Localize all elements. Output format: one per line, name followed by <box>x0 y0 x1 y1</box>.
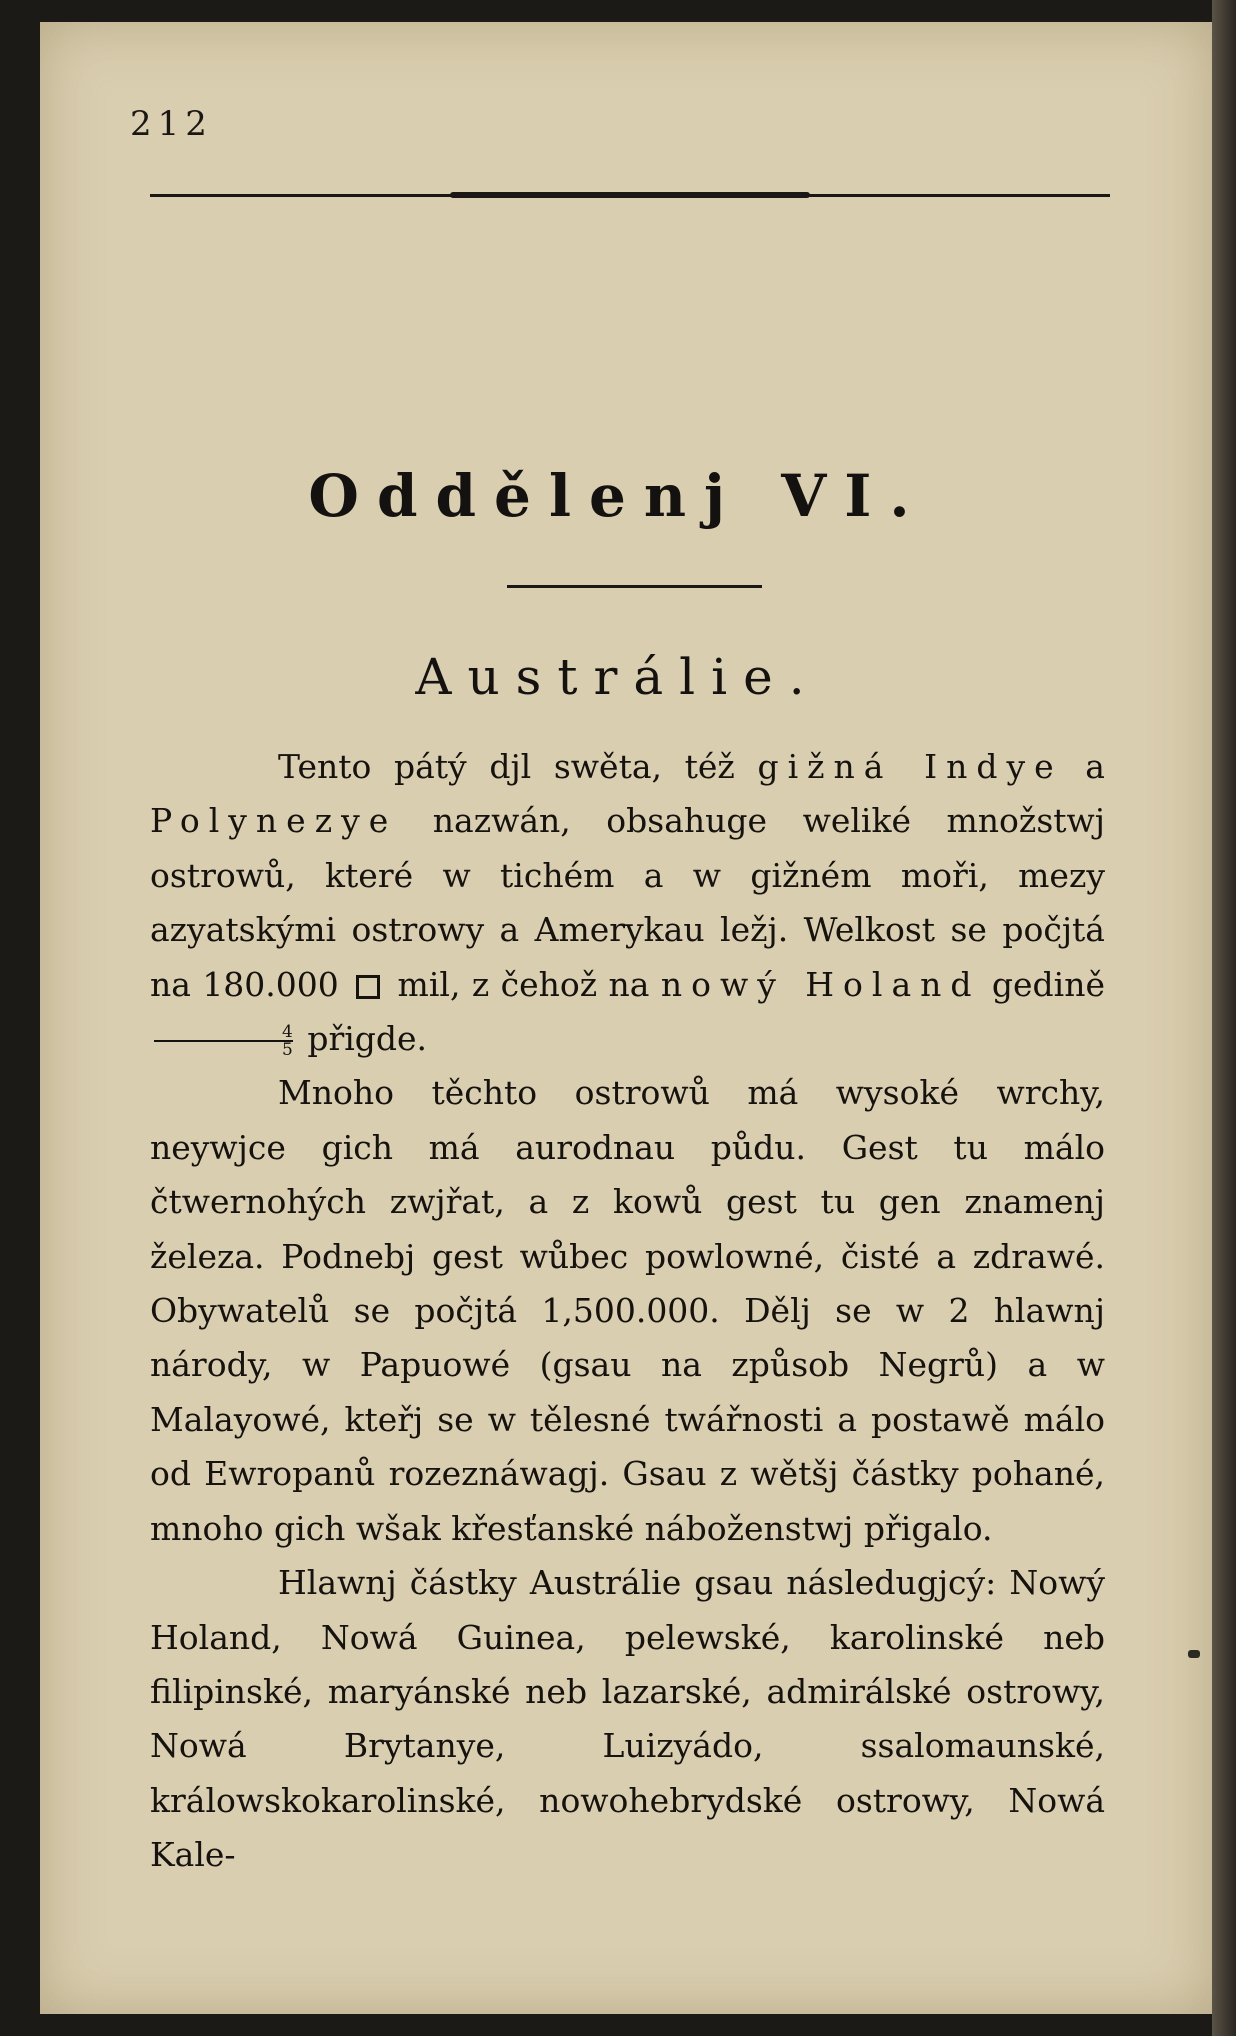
body-text <box>150 740 1105 1883</box>
p1-spaced-term-2: Polynezye <box>150 801 398 841</box>
paragraph-1 <box>150 740 1105 1066</box>
p1-text-c: a <box>1062 747 1105 786</box>
fraction-numerator: 4 <box>282 1022 293 1043</box>
book-spine-edge <box>1212 0 1236 2036</box>
p1-spaced-term-3: nowý Holand <box>660 964 981 1004</box>
square-mile-symbol-icon <box>356 975 380 999</box>
p1-text-h: gedině <box>980 964 1106 1004</box>
margin-mark <box>1188 1650 1200 1658</box>
section-heading: Oddělenj VI. <box>308 462 928 530</box>
paragraph-3: Hlawnj částky Austrálie gsau následugjcý: Nowý Holand, Nowá Guinea, pelewské, karolinské neb filipinské, maryánské neb lazarské, admirálské ostrowy, Nowá Brytanye, Luizyádo, ssalomaunské, králowskokarolinské, nowohebrydské ostrowy, Nowá Kale- <box>150 1563 1105 1875</box>
p1-text-f: mil, z čehož na <box>386 964 661 1004</box>
page-number: 212 <box>130 104 213 144</box>
paragraph-2: Mnoho těchto ostrowů má wysoké wrchy, neywjce gich má aurodnau půdu. Gest tu málo čtwernohých zwjřat, a z kowů gest tu gen znamenj železa. Podnebj gest wůbec powlowné, čisté a zdrawé. Obywatelů se počjtá 1,500.000. Dělj se w 2 hlawnj národy, w Papuowé (gsau na způsob Negrů) a w Malayowé, kteřj se w tělesné twářnosti a postawě málo od Ewropanů rozeznáwagj. Gsau z wětšj částky pohané, mnoho gich wšak křesťanské náboženstwj přigalo. <box>150 1073 1105 1548</box>
heading-divider <box>507 585 762 588</box>
header-rule <box>150 194 1110 197</box>
fraction-denominator: 5 <box>154 1040 293 1058</box>
p1-text-e: nazwán, obsahuge weliké množstwj ostrowů, které w tichém a w gižném moři, mezy azyatskými ostrowy a Amerykau ležj. Welkost se počjtá na 180.000 <box>150 801 1105 1004</box>
p1-text-i: přigde. <box>296 1019 428 1059</box>
p1-spaced-term: gižná Indye <box>757 747 1063 786</box>
fraction <box>154 1022 293 1061</box>
chapter-title: Austrálie. <box>415 648 821 706</box>
p1-text-a: Tento pátý djl swěta, též <box>278 747 758 786</box>
